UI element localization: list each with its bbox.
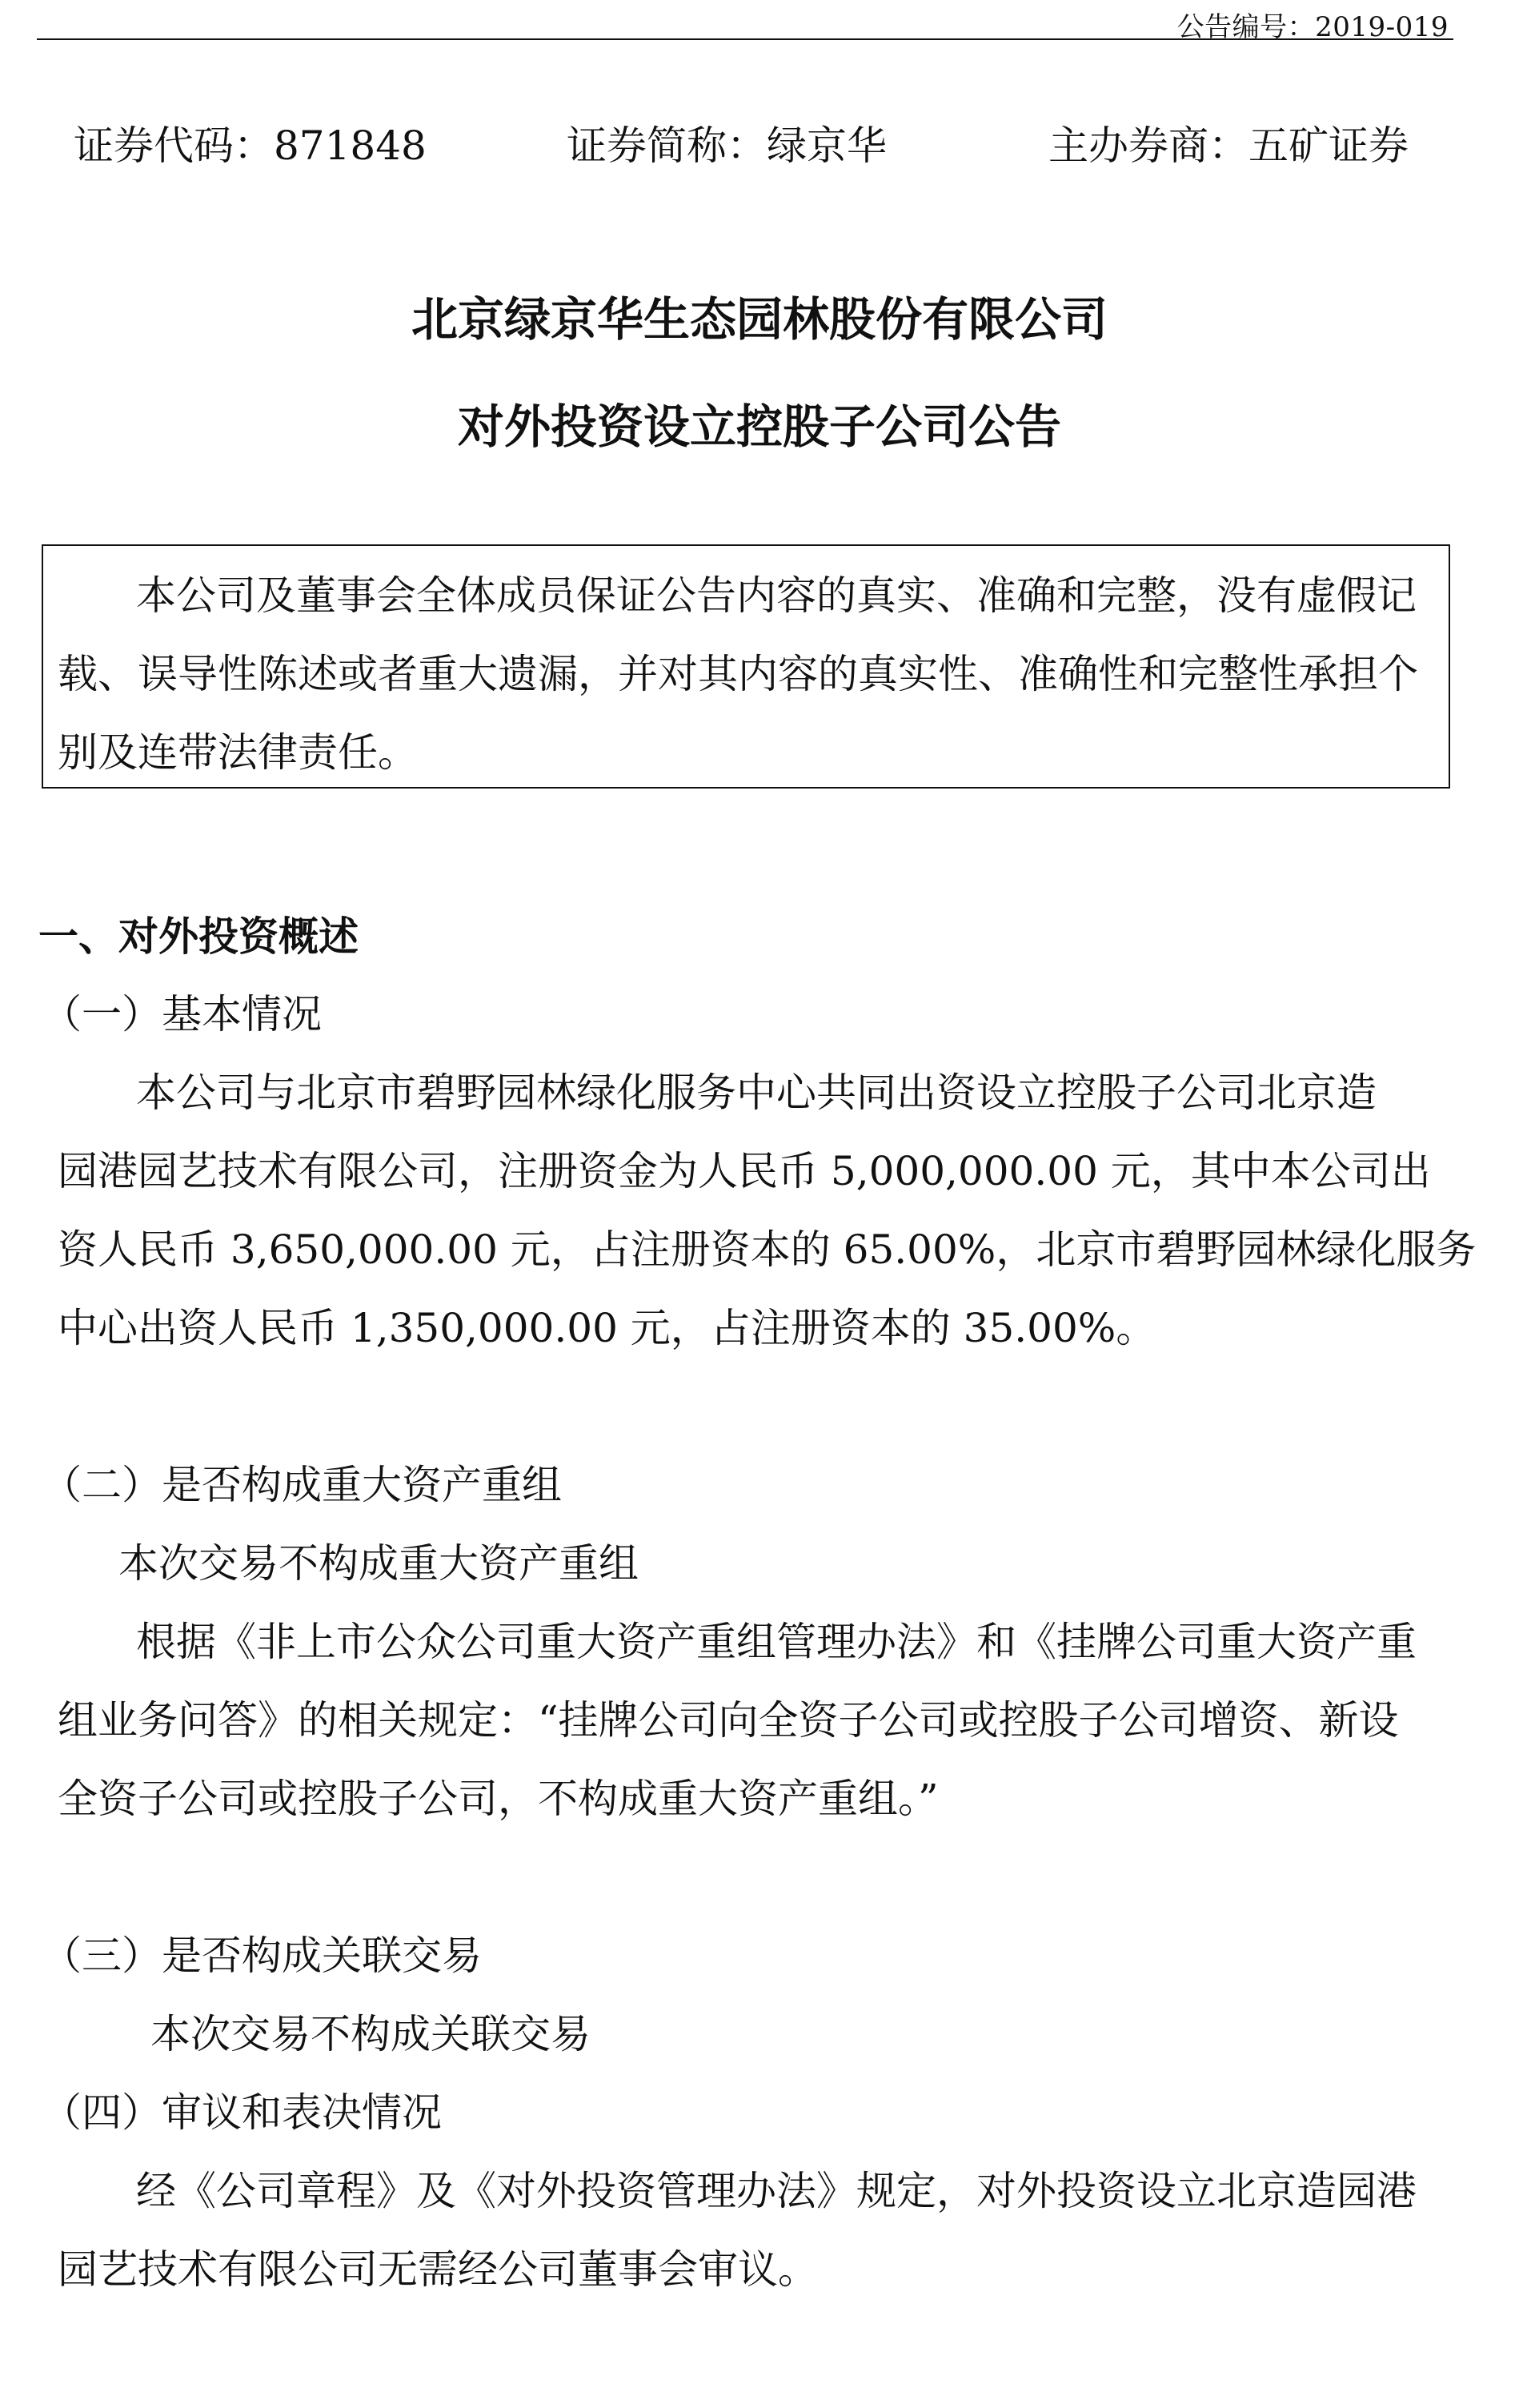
paragraph-line: 全资子公司或控股子公司，不构成重大资产重组。” — [58, 1776, 939, 1822]
subsection-heading: （四）审议和表决情况 — [42, 2089, 442, 2136]
notice-line: 别及连带法律责任。 — [58, 729, 418, 776]
doc-number: 公告编号：2019-019 — [1176, 11, 1449, 43]
subsection-heading: （一）基本情况 — [42, 991, 322, 1037]
statement: 本次交易不构成关联交易 — [150, 2011, 591, 2057]
paragraph-line: 资人民币 3,650,000.00 元，占注册资本的 65.00%，北京市碧野园林绿化服务 — [58, 1226, 1477, 1273]
title-line1: 北京绿京华生态园林股份有限公司 — [411, 292, 1108, 347]
paragraph-line: 园港园艺技术有限公司，注册资金为人民币 5,000,000.00 元，其中本公司出 — [58, 1148, 1431, 1194]
statement: 本次交易不构成重大资产重组 — [118, 1540, 639, 1587]
section-heading: 一、对外投资概述 — [38, 913, 359, 960]
notice-line: 本公司及董事会全体成员保证公告内容的真实、准确和完整，没有虚假记 — [136, 572, 1417, 619]
paragraph-line: 本公司与北京市碧野园林绿化服务中心共同出资设立控股子公司北京造 — [136, 1070, 1377, 1116]
title-line2: 对外投资设立控股子公司公告 — [457, 399, 1061, 454]
paragraph-line: 经《公司章程》及《对外投资管理办法》规定，对外投资设立北京造园港 — [136, 2168, 1417, 2214]
security-abbr: 证券简称：绿京华 — [567, 122, 887, 169]
security-code: 证券代码：871848 — [74, 122, 427, 169]
subsection-heading: （三）是否构成关联交易 — [42, 1932, 482, 1979]
paragraph-line: 根据《非上市公众公司重大资产重组管理办法》和《挂牌公司重大资产重 — [136, 1619, 1417, 1665]
subsection-heading: （二）是否构成重大资产重组 — [42, 1462, 562, 1508]
header-rule — [37, 38, 1453, 40]
paragraph-line: 中心出资人民币 1,350,000.00 元，占注册资本的 35.00%。 — [58, 1305, 1156, 1351]
paragraph-line: 组业务问答》的相关规定：“挂牌公司向全资子公司或控股子公司增资、新设 — [58, 1697, 1399, 1744]
notice-line: 载、误导性陈述或者重大遗漏，并对其内容的真实性、准确性和完整性承担个 — [58, 651, 1418, 697]
sponsor: 主办券商：五矿证券 — [1048, 122, 1409, 169]
paragraph-line: 园艺技术有限公司无需经公司董事会审议。 — [58, 2246, 818, 2293]
